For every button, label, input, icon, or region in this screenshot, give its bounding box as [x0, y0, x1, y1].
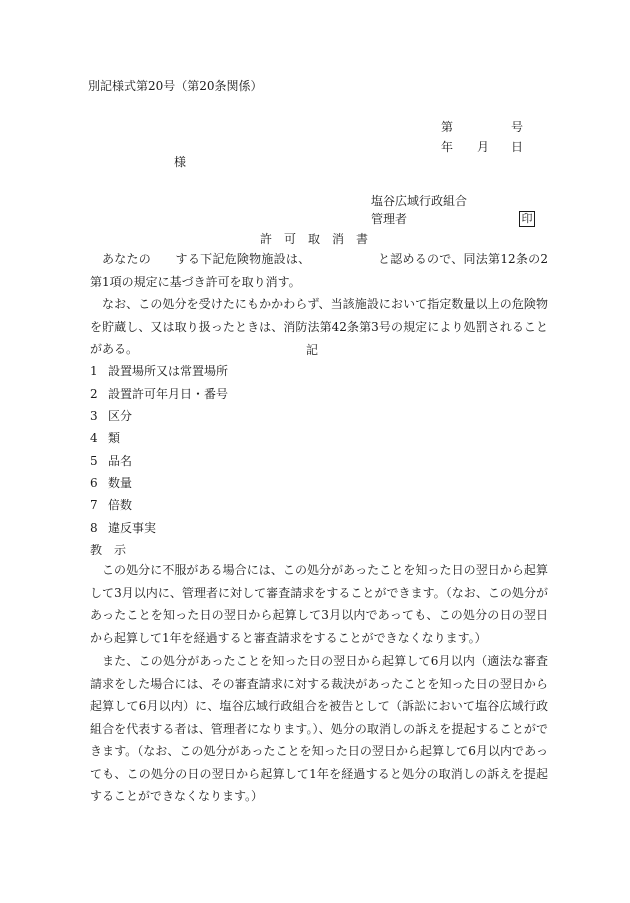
addressee-suffix: 様	[174, 155, 187, 169]
date-month: 月	[477, 140, 490, 154]
list-item	[90, 520, 156, 536]
list-item	[90, 408, 132, 424]
date-year: 年	[441, 140, 454, 154]
list-item	[90, 475, 132, 491]
item-label: 倍数	[108, 498, 133, 512]
list-item	[90, 363, 228, 379]
kyouji-paragraph-2: また、この処分があったことを知った日の翌日から起算して6月以内（適法な審査請求をした場合には、その審査請求に対する裁決があったことを知った日の翌日から起算して6月以内）に、塩谷広域行政組合を被告として（訴訟において塩谷広域行政組合を代表する者は、管理者になります。）、処分の取消しの訴えを提起することができます。（なお、この処分があったことを知った日の翌日から起算して6月以内であっても、この処分の日の翌日から起算して1年を経過すると処分の取消しの訴えを提起することができなくなります。）	[90, 654, 548, 803]
list-item	[90, 430, 120, 446]
form-label: 別記様式第20号（第20条関係）	[88, 79, 263, 93]
issuer-title: 管理者	[371, 212, 408, 226]
item-number: 6	[90, 476, 98, 490]
item-label: 数量	[108, 476, 133, 490]
item-number: 5	[90, 454, 98, 468]
list-item	[90, 497, 132, 513]
issuer-org: 塩谷広域行政組合	[371, 194, 468, 208]
list-item	[90, 453, 132, 469]
ki-heading: 記	[306, 343, 319, 357]
item-number: 1	[90, 364, 98, 378]
item-number: 4	[90, 431, 98, 445]
number-suffix: 号	[511, 120, 524, 134]
item-label: 設置場所又は常置場所	[108, 364, 229, 378]
list-item	[90, 386, 228, 402]
body-paragraph-1: あなたの する下記危険物施設は、 と認めるので、同法第12条の2第1項の規定に基づき許可を取り消す。	[90, 252, 548, 289]
item-label: 区分	[108, 409, 133, 423]
item-label: 品名	[108, 454, 133, 468]
date-day: 日	[511, 140, 524, 154]
item-number: 7	[90, 498, 98, 512]
item-number: 8	[90, 521, 98, 535]
seal-stamp	[519, 210, 535, 227]
body-paragraph-2: なお、この処分を受けたにもかかわらず、当該施設において指定数量以上の危険物を貯蔵し、又は取り扱ったときは、消防法第42条第3号の規定により処罰されることがある。	[90, 297, 548, 356]
item-number: 3	[90, 409, 98, 423]
item-number: 2	[90, 387, 98, 401]
item-label: 設置許可年月日・番号	[108, 387, 229, 401]
kyouji-heading: 教 示	[90, 543, 127, 557]
document-title: 許 可 取 消 書	[260, 232, 369, 246]
item-label: 違反事実	[108, 521, 157, 535]
number-prefix: 第	[441, 120, 454, 134]
seal-mark: 印	[519, 211, 535, 227]
item-label: 類	[108, 431, 121, 445]
kyouji-paragraph-1: この処分に不服がある場合には、この処分があったことを知った日の翌日から起算して3月以内に、管理者に対して審査請求をすることができます。（なお、この処分があったことを知った日の翌日から起算して3月以内であっても、この処分の日の翌日から起算して1年を経過すると審査請求をすることができなくなります。）	[90, 563, 548, 645]
